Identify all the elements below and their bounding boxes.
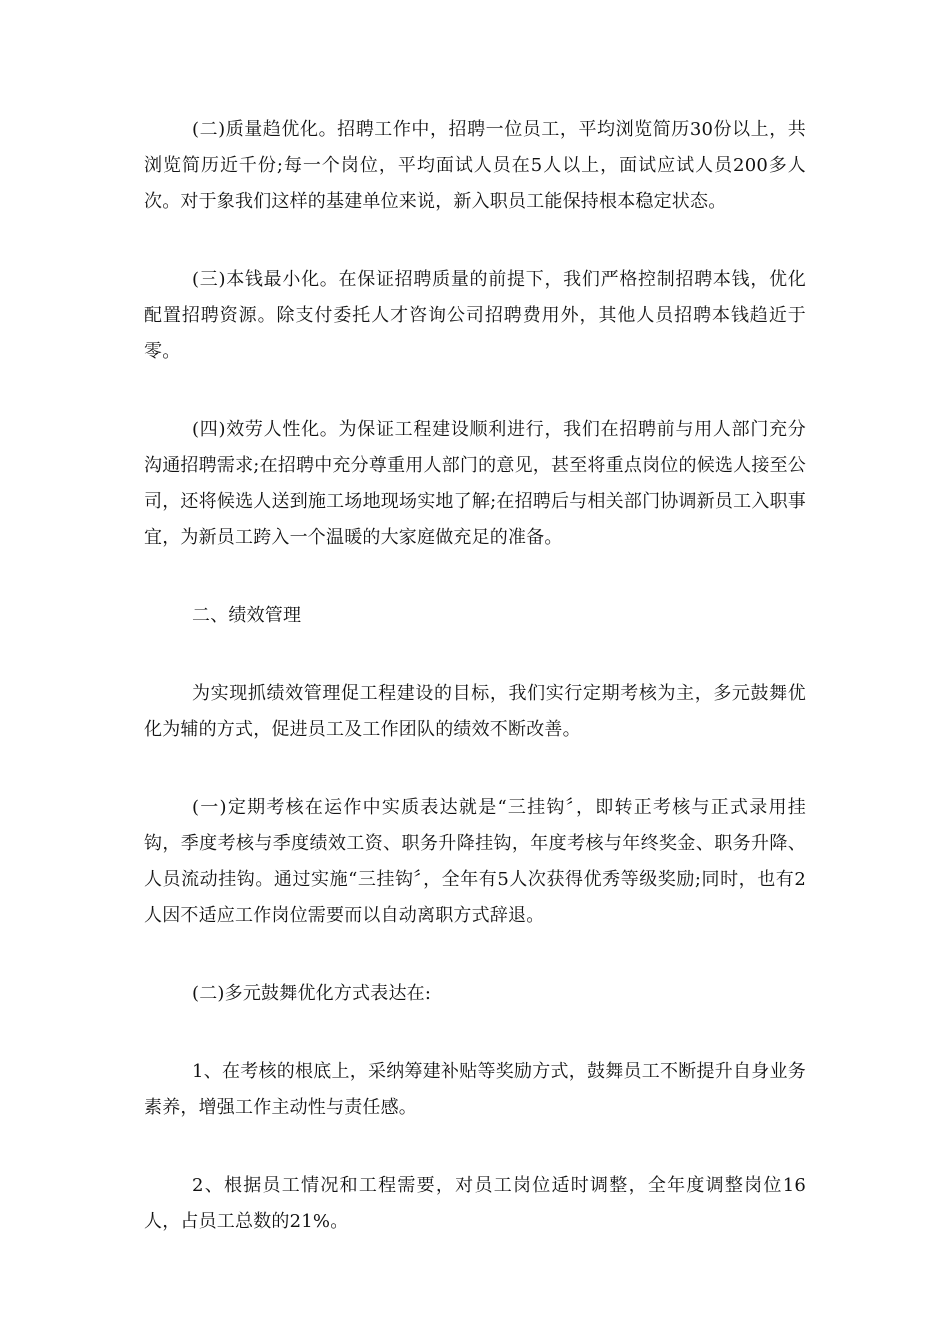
- paragraph-incentive-1: 1、在考核的根底上，采纳筹建补贴等奖励方式，鼓舞员工不断提升自身业务素养，增强工作主动性与责任感。: [144, 1061, 806, 1118]
- section-heading-performance: 二、绩效管理: [192, 605, 302, 626]
- document-body: [144, 112, 806, 1282]
- paragraph-periodic-assessment: (一)定期考核在运作中实质表达就是“三挂钩〞，即转正考核与正式录用挂钩，季度考核与季度绩效工资、职务升降挂钩，年度考核与年终奖金、职务升降、人员流动挂钩。通过实施“三挂钩〞，全年有5人次获得优秀等级奖励;同时，也有2人因不适应工作岗位需要而以自动离职方式辞退。: [144, 797, 806, 926]
- paragraph-incentive-2: 2、根据员工情况和工程需要，对员工岗位适时调整，全年度调整岗位16人，占员工总数的21%。: [144, 1175, 806, 1232]
- paragraph-quality: (二)质量趋优化。招聘工作中，招聘一位员工，平均浏览简历30份以上，共浏览简历近千份;每一个岗位，平均面试人员在5人以上，面试应试人员200多人次。对于象我们这样的基建单位来说，新入职员工能保持根本稳定状态。: [144, 119, 806, 212]
- paragraph-cost: (三)本钱最小化。在保证招聘质量的前提下，我们严格控制招聘本钱，优化配置招聘资源。除支付委托人才咨询公司招聘费用外，其他人员招聘本钱趋近于零。: [144, 269, 806, 362]
- paragraph-incentive-heading: (二)多元鼓舞优化方式表达在:: [192, 983, 432, 1004]
- paragraph-performance-intro: 为实现抓绩效管理促工程建设的目标，我们实行定期考核为主，多元鼓舞优化为辅的方式，促进员工及工作团队的绩效不断改善。: [144, 683, 806, 740]
- paragraph-service: (四)效劳人性化。为保证工程建设顺利进行，我们在招聘前与用人部门充分沟通招聘需求;在招聘中充分尊重用人部门的意见，甚至将重点岗位的候选人接至公司，还将候选人送到施工场地现场实地了解;在招聘后与相关部门协调新员工入职事宜，为新员工跨入一个温暖的大家庭做充足的准备。: [144, 419, 806, 548]
